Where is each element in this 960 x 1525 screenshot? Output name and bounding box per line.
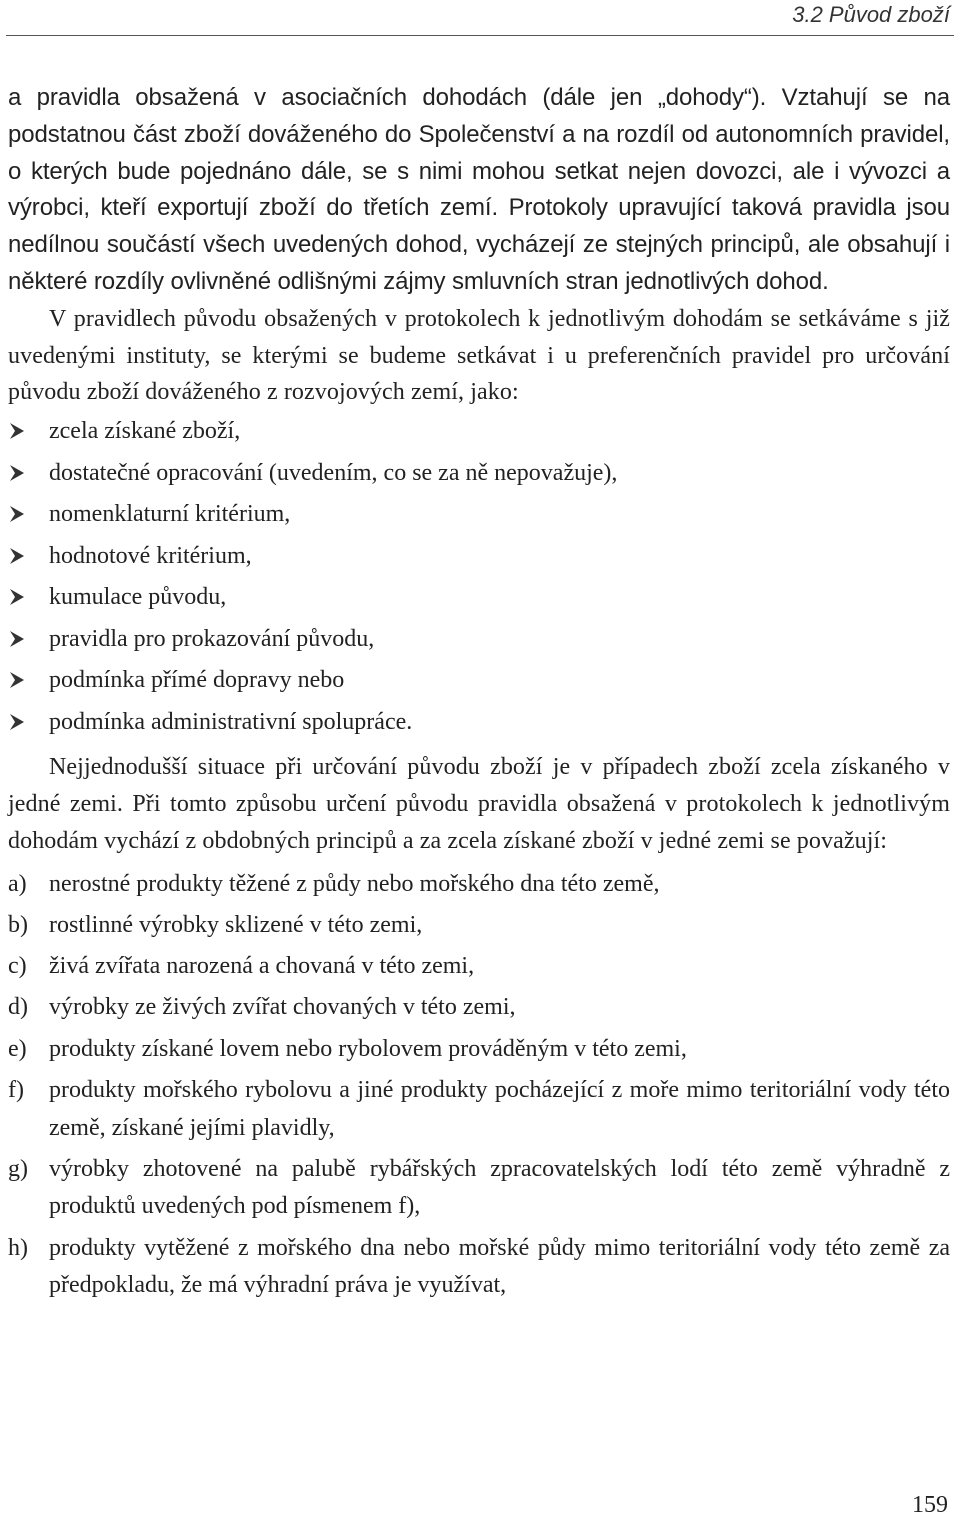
chevron-bullet-icon: [8, 630, 26, 648]
lettered-list: [8, 866, 950, 1305]
paragraph-2: V pravidlech původu obsažených v protokolech k jednotlivým dohodám se setkáváme s již uvedenými instituty, se kterými se budeme setkávat i u preferenčních pravidel pro určování původu zboží dováženého z rozvojových zemí, jako:: [8, 305, 950, 406]
list-item-text: výrobky zhotovené na palubě rybářských zpracovatelských lodí této země výhradně z produktů uvedených pod písmenem f),: [49, 1155, 950, 1220]
page-body: [8, 80, 950, 1308]
list-marker: d): [8, 994, 28, 1021]
list-item: podmínka přímé dopravy nebo: [8, 660, 950, 702]
list-marker: f): [8, 1077, 24, 1104]
chevron-bullet-icon: [8, 588, 26, 606]
list-item-text: produkty vytěžené z mořského dna nebo mořské půdy mimo teritoriální vody této země za předpokladu, že má výhradní práva je využívat,: [49, 1234, 950, 1299]
list-item: [8, 907, 950, 945]
list-marker: h): [8, 1234, 28, 1261]
list-item: [8, 1151, 950, 1226]
list-item-text: rostlinné výrobky sklizené v této zemi,: [49, 911, 423, 938]
list-item: [8, 1072, 950, 1147]
list-marker: e): [8, 1035, 27, 1062]
list-item: [8, 1031, 950, 1069]
paragraph-1: a pravidla obsažená v asociačních dohodách (dále jen „dohody“). Vztahují se na podstatnou část zboží dováženého do Společenství a na rozdíl od autonomních pravidel, o kterých bude pojednáno dále, se s nimi mohou setkat nejen dovozci, ale i vývozci a výrobci, kteří exportují zboží do třetích zemí. Protokoly upravující taková pravidla jsou nedílnou součástí všech uvedených dohod, vycházejí ze stejných principů, ale obsahují i některé rozdíly ovlivněné odlišnými zájmy smluvních stran jednotlivých dohod.: [8, 84, 950, 295]
chevron-bullet-icon: [8, 713, 26, 731]
list-item: [8, 989, 950, 1027]
list-item-text: produkty získané lovem nebo rybolovem prováděným v této zemi,: [49, 1035, 687, 1062]
list-marker: b): [8, 911, 28, 938]
chevron-bullet-icon: [8, 671, 26, 689]
chevron-bullet-icon: [8, 547, 26, 565]
list-item: zcela získané zboží,: [8, 411, 950, 453]
running-header: 3.2 Původ zboží: [792, 2, 950, 27]
list-item: [8, 948, 950, 986]
list-item: dostatečné opracování (uvedením, co se za ně nepovažuje),: [8, 453, 950, 495]
list-item: podmínka administrativní spolupráce.: [8, 702, 950, 744]
list-item-text: nerostné produkty těžené z půdy nebo mořského dna této země,: [49, 870, 660, 897]
chevron-bullet-icon: [8, 422, 26, 440]
list-marker: g): [8, 1155, 28, 1182]
bullet-list: [8, 411, 950, 743]
list-item-text: produkty mořského rybolovu a jiné produkty pocházející z moře mimo teritoriální vody této země, získané jejími plavidly,: [49, 1077, 950, 1141]
page-number: 159: [912, 1492, 948, 1518]
list-item: [8, 866, 950, 904]
list-marker: a): [8, 870, 27, 897]
list-item-text: výrobky ze živých zvířat chovaných v této zemi,: [49, 994, 516, 1021]
paragraph-3: Nejjednodušší situace při určování původu zboží je v případech zboží zcela získaného v jedné zemi. Při tomto způsobu určení původu pravidla obsažená v protokolech k jednotlivým dohodám vychází z obdobných principů a za zcela získané zboží v jedné zemi se považují:: [8, 754, 950, 854]
header-rule: [6, 35, 954, 36]
list-item-text: živá zvířata narozená a chovaná v této zemi,: [49, 953, 475, 980]
list-marker: c): [8, 953, 27, 980]
list-item: nomenklaturní kritérium,: [8, 494, 950, 536]
list-item: pravidla pro prokazování původu,: [8, 619, 950, 661]
chevron-bullet-icon: [8, 505, 26, 523]
chevron-bullet-icon: [8, 464, 26, 482]
list-item: kumulace původu,: [8, 577, 950, 619]
list-item: hodnotové kritérium,: [8, 536, 950, 578]
list-item: [8, 1230, 950, 1305]
